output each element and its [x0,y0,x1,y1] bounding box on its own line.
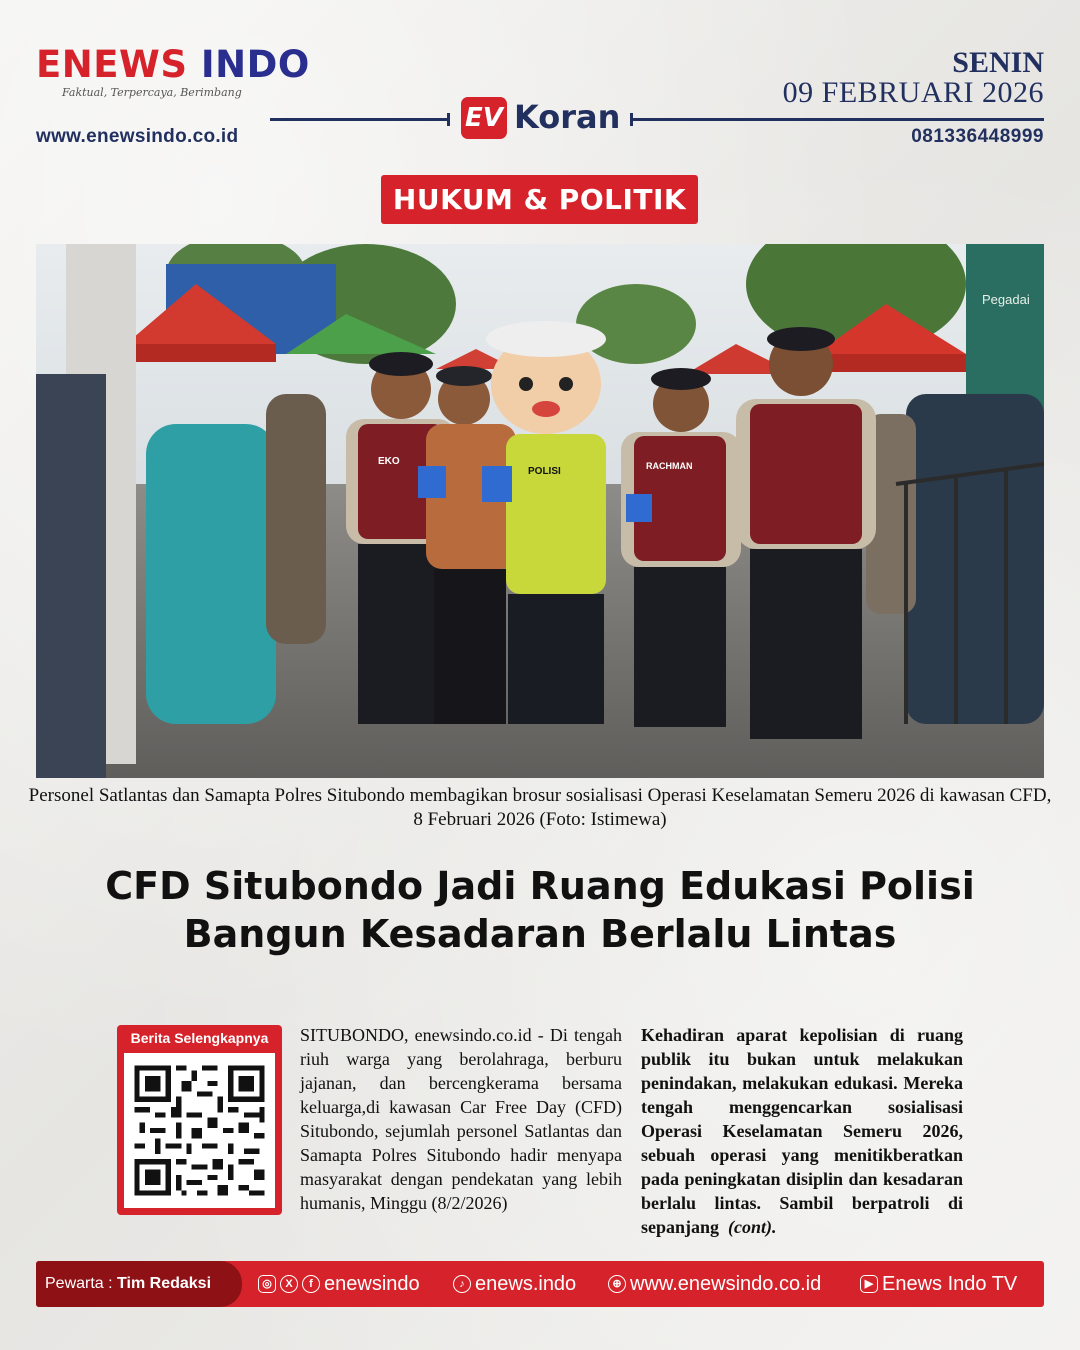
photo-caption: Personel Satlantas dan Samapta Polres Situbondo membagikan brosur sosialisasi Operasi Keselamatan Semeru 2026 di kawasan CFD, 8 Februari 2026 (Foto: Istimewa) [28,785,1052,830]
footer-social-enewsindo[interactable] [258,1261,420,1307]
tagline: Faktual, Terpercaya, Berimbang [62,86,242,99]
brand-indo: INDO [200,43,310,86]
headline [36,862,1044,958]
headline-line2: Bangun Kesadaran Berlalu Lintas [183,912,897,956]
footer-social-tiktok[interactable] [453,1261,576,1307]
uniform-tag-2: POLISI [528,466,561,477]
header-phone: 081336448999 [911,126,1044,147]
header-website[interactable]: www.enewsindo.co.id [36,126,239,147]
photo-sign: Pegadai [982,292,1030,307]
x-icon: X [280,1275,298,1293]
brand-enews: ENEWS [36,43,188,86]
footer-website[interactable] [608,1261,821,1307]
social-handle-2: enews.indo [475,1273,577,1295]
instagram-icon: ◎ [258,1275,276,1293]
tiktok-icon: ♪ [453,1275,471,1293]
issue-date: 09 FEBRUARI 2026 [782,76,1044,109]
social-handle-1: enewsindo [324,1273,420,1295]
headline-line1: CFD Situbondo Jadi Ruang Edukasi Polisi [105,864,975,908]
issue-day: SENIN [952,46,1044,79]
youtube-icon: ▶ [860,1275,878,1293]
continued-marker: (cont). [728,1217,777,1237]
pewarta-badge [36,1261,242,1307]
qr-code-icon[interactable] [124,1053,275,1208]
pewarta-label: Pewarta : [45,1275,113,1292]
news-photo [36,244,1044,778]
article-column-2-text: Kehadiran aparat kepolisian di ruang publik itu bukan untuk melakukan penindakan, melakukan edukasi. Mereka tengah menggencarkan sosialisasi Operasi Keselamatan Semeru 2026, sebuah operasi yang menitikberatkan pada peningkatan disiplin dan kesadaran berlalu lintas. Sambil berpatroli di sepanjang [641,1025,963,1237]
category-badge: HUKUM & POLITIK [381,175,698,224]
qr-label: Berita Selengkapnya [130,1030,269,1046]
footer-youtube[interactable] [860,1261,1017,1307]
pewarta-name: Tim Redaksi [117,1275,212,1292]
edition-label: Koran [514,98,621,136]
article-column-1: SITUBONDO, enewsindo.co.id - Di tengah riuh warga yang berolahraga, berburu jajanan, dan bercengkerama bersama keluarga,di kawasan Car Free Day (CFD) Situbondo, sejumlah personel Satlantas dan Samapta Polres Situbondo hadir menyapa masyarakat dengan pendekatan yang lebih humanis, Minggu (8/2/2026) [300,1025,622,1213]
article-column-2 [641,1023,963,1239]
header-rule-left [270,118,450,121]
uniform-tag-1: EKO [378,456,400,467]
facebook-icon: f [302,1275,320,1293]
header-rule-right [630,118,1044,121]
youtube-channel: Enews Indo TV [882,1273,1018,1295]
footer-site: www.enewsindo.co.id [630,1273,822,1295]
uniform-tag-3: RACHMAN [646,461,693,471]
brand-logo [36,43,310,86]
ev-logo-icon: EV [461,97,507,139]
globe-icon: ⊕ [608,1275,626,1293]
